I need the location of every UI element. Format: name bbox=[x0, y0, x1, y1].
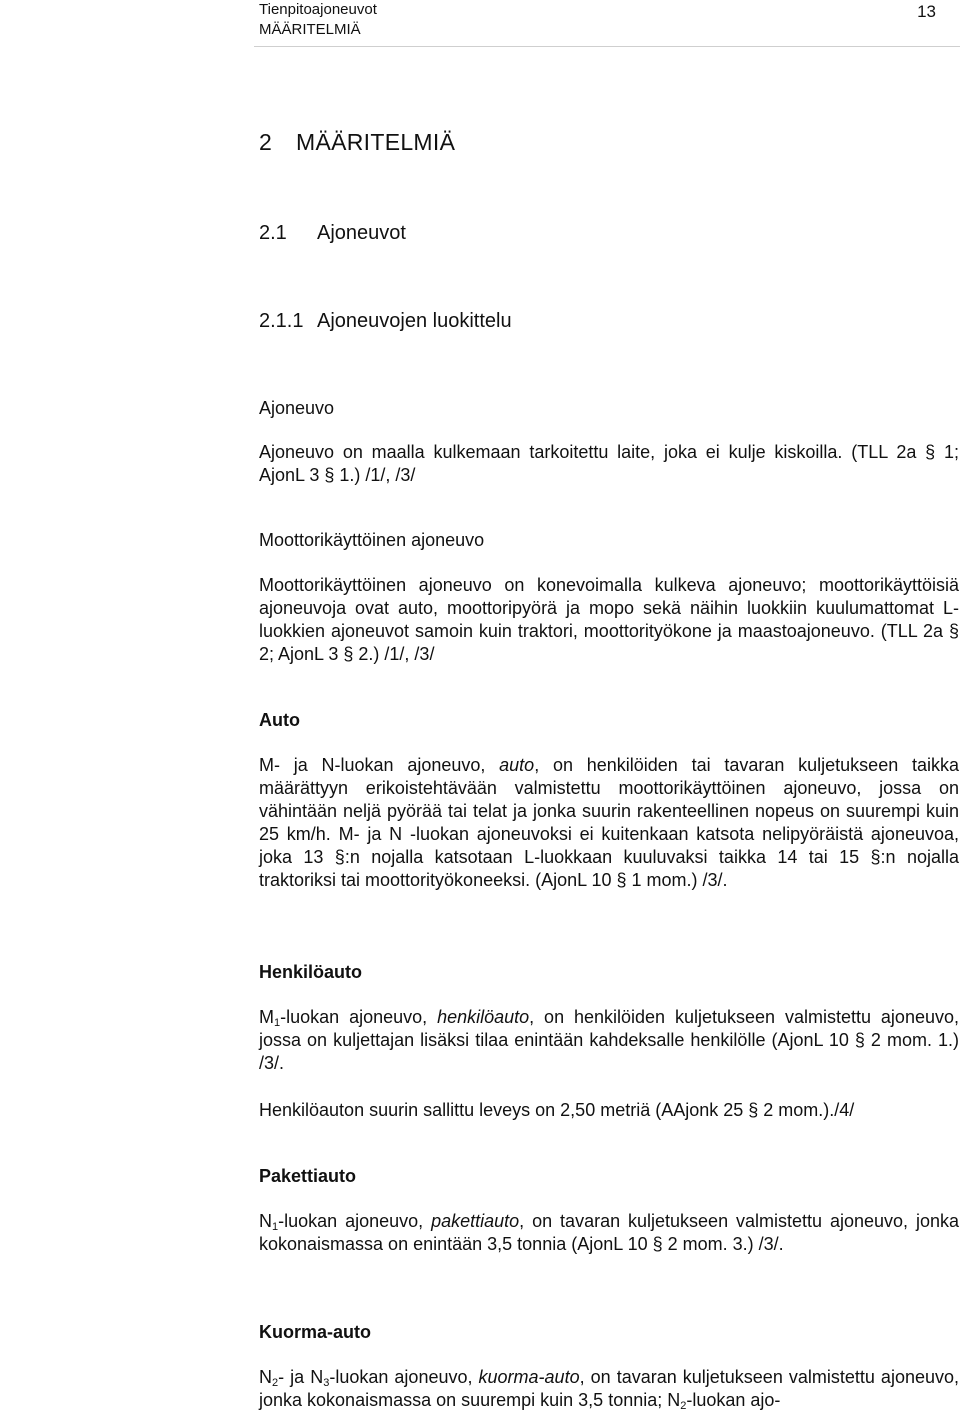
note-henkiloauto-width: Henkilöauton suurin sallittu leveys on 2,50 metriä (AAjonk 25 § 2 mom.)./4/ bbox=[259, 1100, 855, 1120]
term-moottorikayttoinen-ajoneuvo: Moottorikäyttöinen ajoneuvo bbox=[259, 530, 485, 550]
running-header bbox=[259, 0, 377, 40]
definition-moottorikayttoinen-ajoneuvo: Moottorikäyttöinen ajoneuvo on konevoimalla kulkeva ajoneuvo; moottorikäyttöisiä ajoneuvoja ovat auto, moottoripyörä ja mopo sekä näihin luokkiin kuulumattomat L-luokkien ajoneuvot samoin kuin traktori, moottorityökone ja maastoajoneuvo. (TLL 2a § 2; AjonL 3 § 2.) /1/, /3/ bbox=[259, 575, 959, 664]
heading-chapter-text: MÄÄRITELMIÄ bbox=[296, 129, 456, 155]
heading-chapter-number: 2 bbox=[259, 129, 273, 155]
heading-subsection-number: 2.1.1 bbox=[259, 310, 304, 332]
page-number: 13 bbox=[917, 2, 936, 21]
chapter-title: MÄÄRITELMIÄ bbox=[259, 21, 361, 38]
definition-kuorma-auto: $N_2-$ ja $N_3$-luokan ajoneuvo, kuorma-auto, on tavaran kuljetukseen valmistettu ajoneuvo, jonka kokonaismassa on suurempi kuin 3,5 tonnia; $N_2$-luokan ajo- bbox=[259, 1367, 959, 1412]
header-divider bbox=[254, 46, 960, 47]
document-title: Tienpitoajoneuvot bbox=[259, 1, 377, 18]
heading-chapter bbox=[259, 129, 959, 156]
definition-ajoneuvo: Ajoneuvo on maalla kulkemaan tarkoitettu laite, joka ei kulje kiskoilla. (TLL 2a § 1; AjonL 3 § 1.) /1/, /3/ bbox=[259, 442, 959, 485]
term-auto: Auto bbox=[259, 710, 300, 730]
definition-henkiloauto: $M_1$-luokan ajoneuvo, henkilöauto, on henkilöiden kuljetukseen valmistettu ajoneuvo, jossa on kuljettajan lisäksi tilaa enintään kahdeksalle henkilölle (AjonL 10 § 2 mom. 1.) /3/. bbox=[259, 1007, 959, 1073]
heading-subsection-text: Ajoneuvojen luokittelu bbox=[317, 310, 512, 332]
term-henkiloauto: Henkilöauto bbox=[259, 962, 363, 982]
term-pakettiauto: Pakettiauto bbox=[259, 1166, 357, 1186]
heading-section-text: Ajoneuvot bbox=[317, 222, 406, 244]
definition-pakettiauto: $N_1$-luokan ajoneuvo, pakettiauto, on tavaran kuljetukseen valmistettu ajoneuvo, jonka kokonaismassa on enintään 3,5 tonnia (AjonL 10 § 2 mom. 3.) /3/. bbox=[259, 1211, 959, 1254]
heading-subsection bbox=[259, 310, 959, 333]
term-kuorma-auto: Kuorma-auto bbox=[259, 1322, 371, 1342]
definition-auto: M- ja N-luokan ajoneuvo, auto, on henkilöiden tai tavaran kuljetukseen taikka määrättyyn erikoistehtävään valmistettu moottorikäyttöinen ajoneuvo, jossa on vähintään neljä pyörää tai telat ja jonka suurin rakenteellinen nopeus on suurempi kuin 25 km/h. M- ja N -luokan ajoneuvoksi ei kuitenkaan katsota nelipyöräistä ajoneuvoa, joka 13 §:n nojalla katsotaan L-luokkaan kuuluvaksi taikka 14 tai 15 §:n nojalla traktoriksi tai moottorityökoneeksi. (AjonL 10 § 1 mom.) /3/. bbox=[259, 755, 960, 890]
heading-section-number: 2.1 bbox=[259, 222, 287, 244]
heading-section bbox=[259, 222, 959, 245]
term-ajoneuvo: Ajoneuvo bbox=[259, 398, 335, 418]
